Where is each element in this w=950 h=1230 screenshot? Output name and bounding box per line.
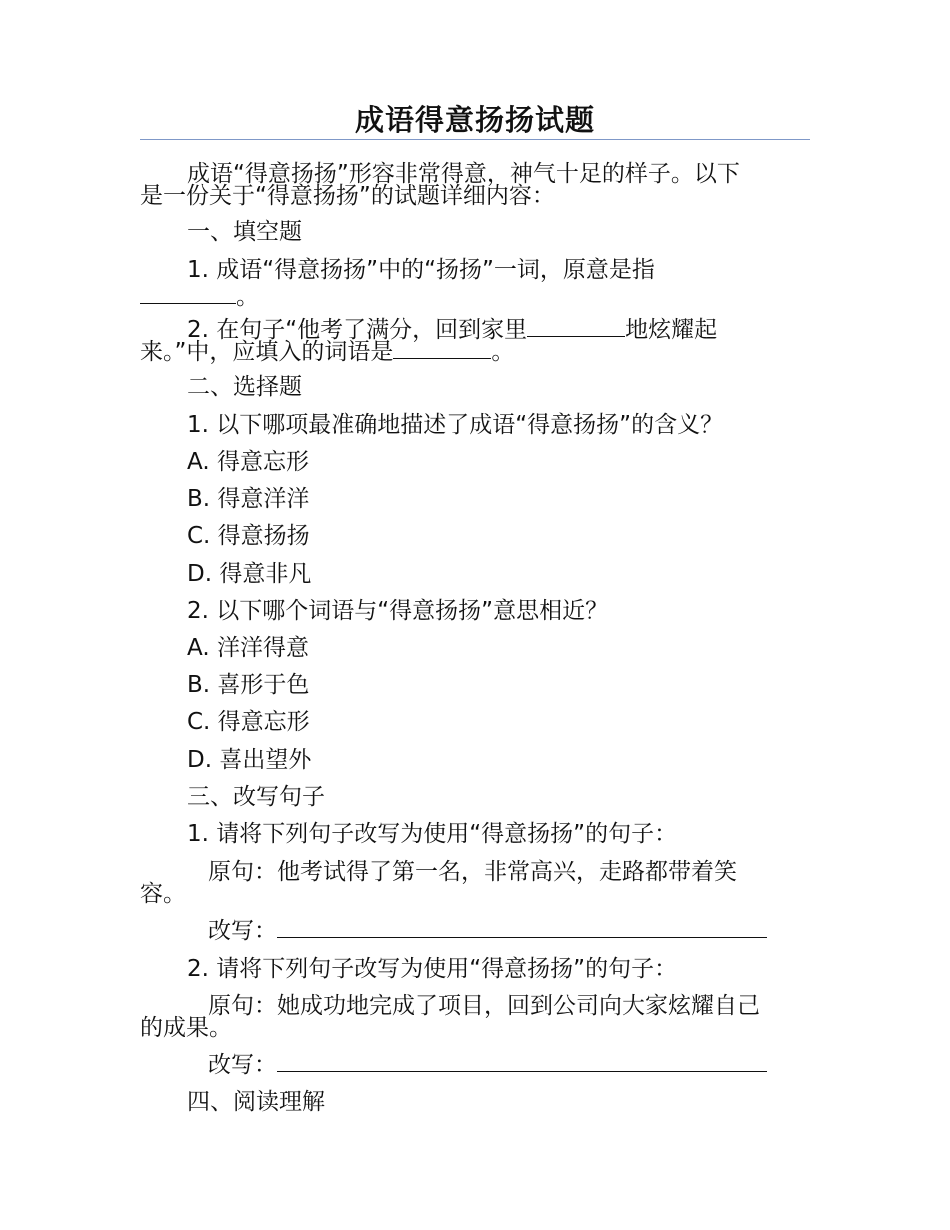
fill-blank-question-2: 2. 在句子“他考了满分，回到家里 地炫耀起 xyxy=(187,317,718,343)
title-underline xyxy=(140,139,810,140)
choice-question-2: 2. 以下哪个词语与“得意扬扬”意思相近？ xyxy=(187,598,609,624)
choice-option[interactable]: B. 喜形于色 xyxy=(187,672,310,698)
rewrite-question-1: 1. 请将下列句子改写为使用“得意扬扬”的句子： xyxy=(187,821,678,847)
answer-blank[interactable] xyxy=(140,283,236,304)
choice-option[interactable]: C. 得意扬扬 xyxy=(187,523,310,549)
choice-option[interactable]: D. 喜出望外 xyxy=(187,747,312,773)
choice-option[interactable]: B. 得意洋洋 xyxy=(187,486,310,512)
choice-option[interactable]: A. 洋洋得意 xyxy=(187,635,309,661)
rewrite-answer-field[interactable] xyxy=(277,917,767,938)
rewrite-original-2-cont: 的成果。 xyxy=(140,1015,232,1041)
intro-line-1: 成语“得意扬扬”形容非常得意，神气十足的样子。以下 xyxy=(187,161,740,187)
rewrite-answer-field[interactable] xyxy=(277,1051,767,1072)
fill-blank-question-2-cont: 来。”中，应填入的词语是 。 xyxy=(140,339,515,365)
section-heading-multiple-choice: 二、选择题 xyxy=(187,374,302,400)
rewrite-original-1: 原句：他考试得了第一名，非常高兴，走路都带着笑 xyxy=(208,859,737,885)
rewrite-answer-2: 改写： xyxy=(208,1051,767,1079)
document-title: 成语得意扬扬试题 xyxy=(354,103,595,137)
choice-option[interactable]: C. 得意忘形 xyxy=(187,709,310,735)
rewrite-answer-1: 改写： xyxy=(208,917,767,945)
answer-blank[interactable] xyxy=(527,316,625,337)
section-heading-fill-blank: 一、填空题 xyxy=(187,219,302,245)
fill-blank-question-1-cont: 。 xyxy=(140,283,259,311)
rewrite-original-1-cont: 容。 xyxy=(140,881,186,907)
section-heading-rewrite: 三、改写句子 xyxy=(187,784,325,810)
choice-option[interactable]: A. 得意忘形 xyxy=(187,449,309,475)
rewrite-original-2: 原句：她成功地完成了项目，回到公司向大家炫耀自己 xyxy=(208,993,760,1019)
answer-blank[interactable] xyxy=(393,338,491,359)
rewrite-question-2: 2. 请将下列句子改写为使用“得意扬扬”的句子： xyxy=(187,956,678,982)
intro-line-2: 是一份关于“得意扬扬”的试题详细内容： xyxy=(140,183,555,209)
choice-question-1: 1. 以下哪项最准确地描述了成语“得意扬扬”的含义？ xyxy=(187,412,724,438)
section-heading-reading: 四、阅读理解 xyxy=(187,1089,325,1115)
choice-option[interactable]: D. 得意非凡 xyxy=(187,561,312,587)
fill-blank-question-1: 1. 成语“得意扬扬”中的“扬扬”一词，原意是指 xyxy=(187,257,655,283)
